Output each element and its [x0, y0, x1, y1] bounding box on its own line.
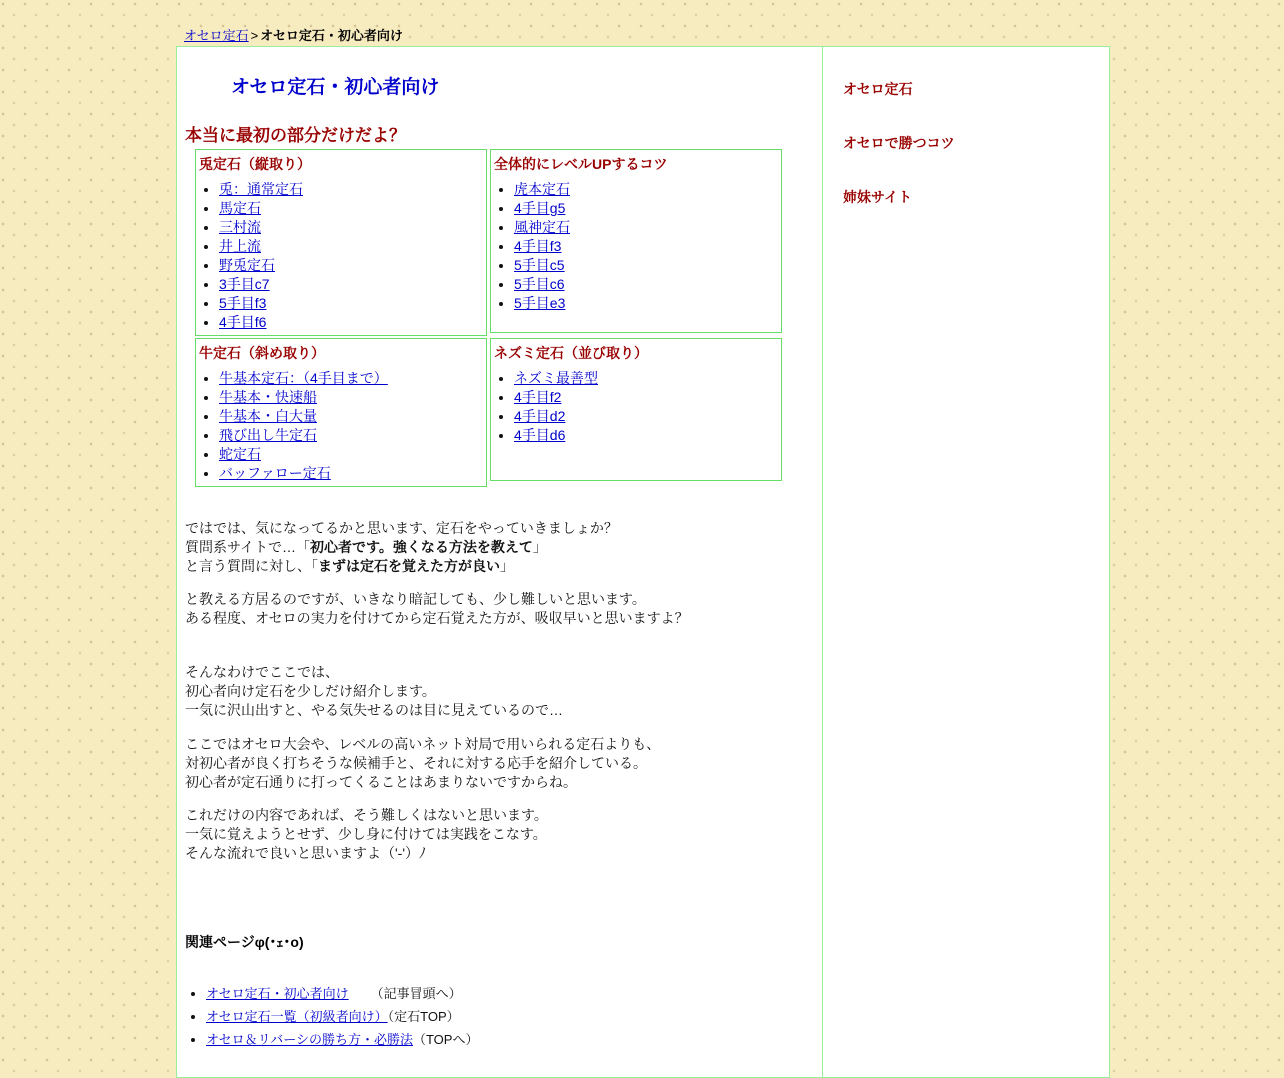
body-paragraph: [185, 663, 563, 720]
breadcrumb-home-link[interactable]: オセロ定石: [184, 28, 249, 43]
joseki-link[interactable]: 兎：通常定石: [219, 181, 303, 197]
related-link[interactable]: オセロ＆リバーシの勝ち方・必勝法: [206, 1032, 413, 1047]
list-item: [514, 256, 781, 275]
text-line: 」: [500, 558, 514, 574]
list-item: [514, 199, 781, 218]
related-note: （記事冒頭へ）: [370, 986, 462, 1001]
breadcrumb-current: オセロ定石・初心者向け: [260, 28, 403, 43]
list-item: [219, 218, 486, 237]
box-title: 兎定石（縦取り）: [199, 156, 311, 172]
box-title: 牛定石（斜め取り）: [199, 345, 325, 361]
related-note: （定石TOP）: [387, 1009, 460, 1024]
text-line: 」: [532, 539, 547, 555]
joseki-link[interactable]: 5手目e3: [514, 295, 566, 311]
emphasis-text: まずは定石を覚えた方が良い: [318, 558, 500, 574]
joseki-link[interactable]: 3手目c7: [219, 276, 270, 292]
list-item: [514, 275, 781, 294]
related-link[interactable]: オセロ定石・初心者向け: [206, 986, 349, 1001]
joseki-link[interactable]: 4手目d2: [514, 408, 566, 424]
body-paragraph: [185, 735, 660, 792]
list-item: [514, 237, 781, 256]
list-item: [219, 445, 486, 464]
text-line: ある程度、オセロの実力を付けてから定石覚えた方が、吸収早いと思いますよ？: [185, 610, 689, 626]
related-pages-list: [185, 982, 478, 1051]
emphasis-text: 初心者です。強くなる方法を教えて: [310, 539, 533, 555]
text-line: そんな流れで良いと思いますよ（'-'）ﾉ: [185, 845, 427, 861]
joseki-list: [491, 180, 781, 313]
text-line: 対初心者が良く打ちそうな候補手と、それに対する応手を紹介している。: [185, 755, 647, 771]
joseki-list: [196, 369, 486, 483]
sidebar-link-joseki[interactable]: オセロ定石: [843, 81, 913, 97]
joseki-box-usagi: [195, 149, 487, 336]
list-item: [219, 275, 486, 294]
list-item: [219, 388, 486, 407]
list-item: [219, 313, 486, 332]
text-line: と言う質問に対し、「: [185, 558, 318, 574]
related-note: （TOPへ）: [412, 1032, 479, 1047]
sidebar-link-sister-sites[interactable]: 姉妹サイト: [843, 189, 913, 205]
text-line: ではでは、気になってるかと思います、定石をやっていきましょか？: [185, 520, 618, 536]
sidebar: [823, 47, 1109, 1077]
text-line: これだけの内容であれば、そう難しくはないと思います。: [185, 807, 548, 823]
list-item: [219, 369, 486, 388]
sidebar-link-tips[interactable]: オセロで勝つコツ: [843, 135, 955, 151]
box-title: ネズミ定石（並び取り）: [494, 345, 648, 361]
joseki-link[interactable]: 井上流: [219, 238, 261, 254]
text-line: ここではオセロ大会や、レベルの高いネット対局で用いられる定石よりも、: [185, 736, 661, 752]
joseki-box-ushi: [195, 338, 487, 487]
breadcrumb: [184, 25, 403, 44]
joseki-link[interactable]: 4手目f3: [514, 238, 562, 254]
joseki-link[interactable]: 三村流: [219, 219, 261, 235]
text-line: 一気に沢山出すと、やる気失せるのは目に見えているので…: [185, 702, 563, 718]
joseki-link[interactable]: 虎本定石: [514, 181, 570, 197]
text-line: 質問系サイトで…「: [185, 539, 311, 555]
joseki-link[interactable]: 4手目g5: [514, 200, 566, 216]
list-item: [514, 294, 781, 313]
joseki-link[interactable]: 4手目d6: [514, 427, 566, 443]
joseki-link[interactable]: 風神定石: [514, 219, 570, 235]
joseki-link[interactable]: 牛基本・白大量: [219, 408, 317, 424]
joseki-link[interactable]: ネズミ最善型: [514, 370, 598, 386]
list-item: [219, 237, 486, 256]
list-item: [219, 180, 486, 199]
joseki-link[interactable]: 野兎定石: [219, 257, 275, 273]
section-heading: 本当に最初の部分だけだよ？: [185, 126, 406, 145]
joseki-link[interactable]: 5手目c6: [514, 276, 565, 292]
joseki-box-level-up: [490, 149, 782, 333]
related-item: [206, 1028, 478, 1051]
joseki-box-nezumi: [490, 338, 782, 481]
list-item: [514, 388, 781, 407]
body-paragraph: [185, 590, 689, 628]
related-item: [206, 1005, 478, 1028]
page-title: オセロ定石・初心者向け: [231, 77, 440, 98]
text-line: と教える方居るのですが、いきなり暗記しても、少し難しいと思います。: [185, 591, 646, 607]
text-line: 一気に覚えようとせず、少し身に付けては実践をこなす。: [185, 826, 547, 842]
related-pages-title: 関連ページφ(･ｪ･o): [185, 934, 304, 950]
text-line: 初心者が定石通りに打ってくることはあまりないですからね。: [185, 774, 577, 790]
intro-paragraph: [185, 519, 618, 576]
list-item: [219, 199, 486, 218]
joseki-link[interactable]: 4手目f6: [219, 314, 267, 330]
list-item: [514, 218, 781, 237]
joseki-link[interactable]: バッファロー定石: [219, 465, 331, 481]
joseki-link[interactable]: 4手目f2: [514, 389, 562, 405]
list-item: [514, 369, 781, 388]
list-item: [219, 407, 486, 426]
box-title: 全体的にレベルUPするコツ: [494, 156, 668, 172]
joseki-link[interactable]: 5手目f3: [219, 295, 267, 311]
list-item: [514, 407, 781, 426]
list-item: [219, 426, 486, 445]
main-column: [177, 47, 823, 1077]
related-link[interactable]: オセロ定石一覧（初級者向け）: [206, 1009, 388, 1024]
breadcrumb-separator: >: [250, 28, 259, 43]
joseki-link[interactable]: 牛基本・快速船: [219, 389, 317, 405]
joseki-list: [196, 180, 486, 332]
joseki-link[interactable]: 飛び出し牛定石: [219, 427, 317, 443]
list-item: [219, 256, 486, 275]
joseki-link[interactable]: 蛇定石: [219, 446, 261, 462]
content-container: [176, 46, 1110, 1078]
joseki-link[interactable]: 馬定石: [219, 200, 261, 216]
joseki-link[interactable]: 牛基本定石：（4手目まで）: [219, 370, 388, 386]
related-item: [206, 982, 478, 1005]
list-item: [219, 464, 486, 483]
list-item: [514, 426, 781, 445]
body-paragraph: [185, 806, 548, 863]
list-item: [219, 294, 486, 313]
list-item: [514, 180, 781, 199]
joseki-link[interactable]: 5手目c5: [514, 257, 565, 273]
joseki-list: [491, 369, 781, 445]
text-line: 初心者向け定石を少しだけ紹介します。: [185, 683, 436, 699]
text-line: そんなわけでここでは、: [185, 664, 339, 680]
